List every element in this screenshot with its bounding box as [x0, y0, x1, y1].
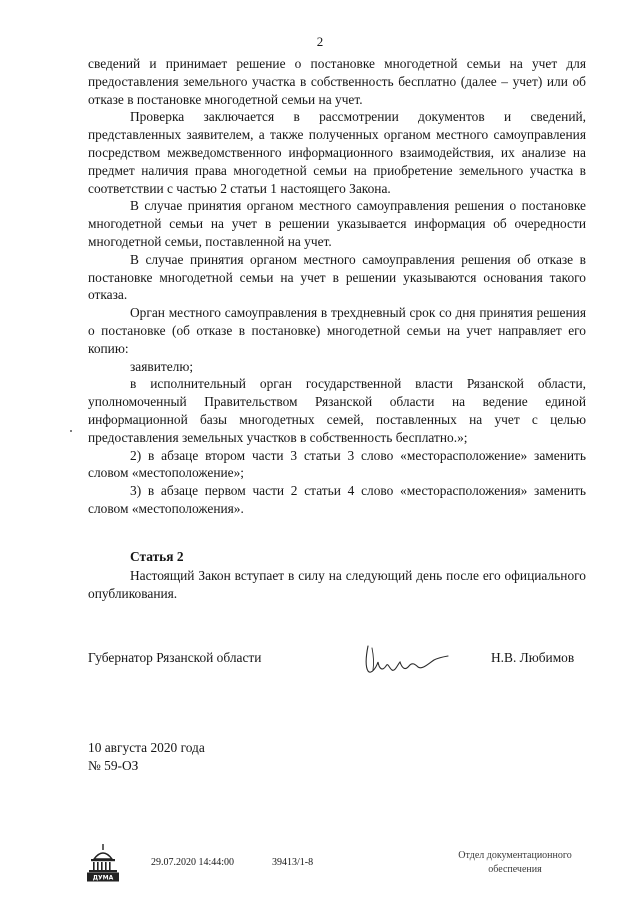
law-number: № 59-ОЗ [88, 757, 139, 773]
paragraph-continuation: сведений и принимает решение о постановке многодетной семьи на учет для предоставления земельного участка в собственность бесплатно (далее – учет) или об отказе в постановке многодетной семьи на учет. [88, 56, 586, 107]
scan-artifact [70, 430, 72, 432]
article-title: Статья 2 [130, 549, 184, 564]
governor-title: Губернатор Рязанской области [88, 650, 262, 665]
svg-text:ДУМА: ДУМА [92, 874, 114, 882]
article-2 [88, 548, 586, 602]
paragraph-copy-recipients: Орган местного самоуправления в трехдневный срок со дня принятия решения о постановке (об отказе в постановке) многодетной семьи на учет направляет его копию: [88, 305, 586, 356]
paragraph-decision-registration: В случае принятия органом местного самоуправления решения о постановке многодетной семьи на учет в решении указывается информация об очередности многодетной семьи, поставленной на учет. [88, 198, 586, 249]
paragraph-decision-refusal: В случае принятия органом местного самоуправления решения об отказе в постановке многодетной семьи на учет в решении указываются основания такого отказа. [88, 251, 586, 303]
footer-dept-line1: Отдел документационного [458, 850, 572, 861]
paragraph-recipient-authority: в исполнительный орган государственной власти Рязанской области, уполномоченный Правительством Рязанской области на ведение единой информационной базы многодетных семей, поставленных на учет с целью предоставления земельных участков в собственность бесплатно.»; [88, 376, 586, 445]
law-date-block [88, 739, 205, 775]
footer-timestamp: 29.07.2020 14:44:00 [151, 857, 235, 868]
footer-registration-number: 39413/1-8 [272, 857, 314, 868]
paragraph-verification: Проверка заключается в рассмотрении документов и сведений, представленных заявителем, а также полученных органом местного самоуправления посредством межведомственного информационного взаимодействия, их анализе на предмет наличия права многодетной семьи на приобретение земельного участка в соответствии с частью 2 статьи 1 настоящего Закона. [88, 109, 586, 196]
paragraph-recipient-applicant: заявителю; [130, 358, 194, 374]
handwritten-signature [362, 638, 452, 680]
law-body-text [88, 55, 586, 518]
footer-department-stamp [440, 849, 590, 877]
law-date: 10 августа 2020 года [88, 740, 205, 755]
governor-name: Н.В. Любимов [491, 650, 575, 665]
duma-logo-icon [84, 843, 124, 883]
paragraph-amendment-2: 2) в абзаце втором части 3 статьи 3 слово «месторасположение» заменить словом «местоположение»; [88, 447, 586, 481]
page-number: 2 [316, 34, 324, 49]
footer-dept-line2: обеспечения [488, 864, 542, 875]
paragraph-amendment-3: 3) в абзаце первом части 2 статьи 4 слово «месторасположения» заменить словом «местоположения». [88, 483, 586, 516]
article-body: Настоящий Закон вступает в силу на следующий день после его официального опубликования. [88, 567, 586, 601]
